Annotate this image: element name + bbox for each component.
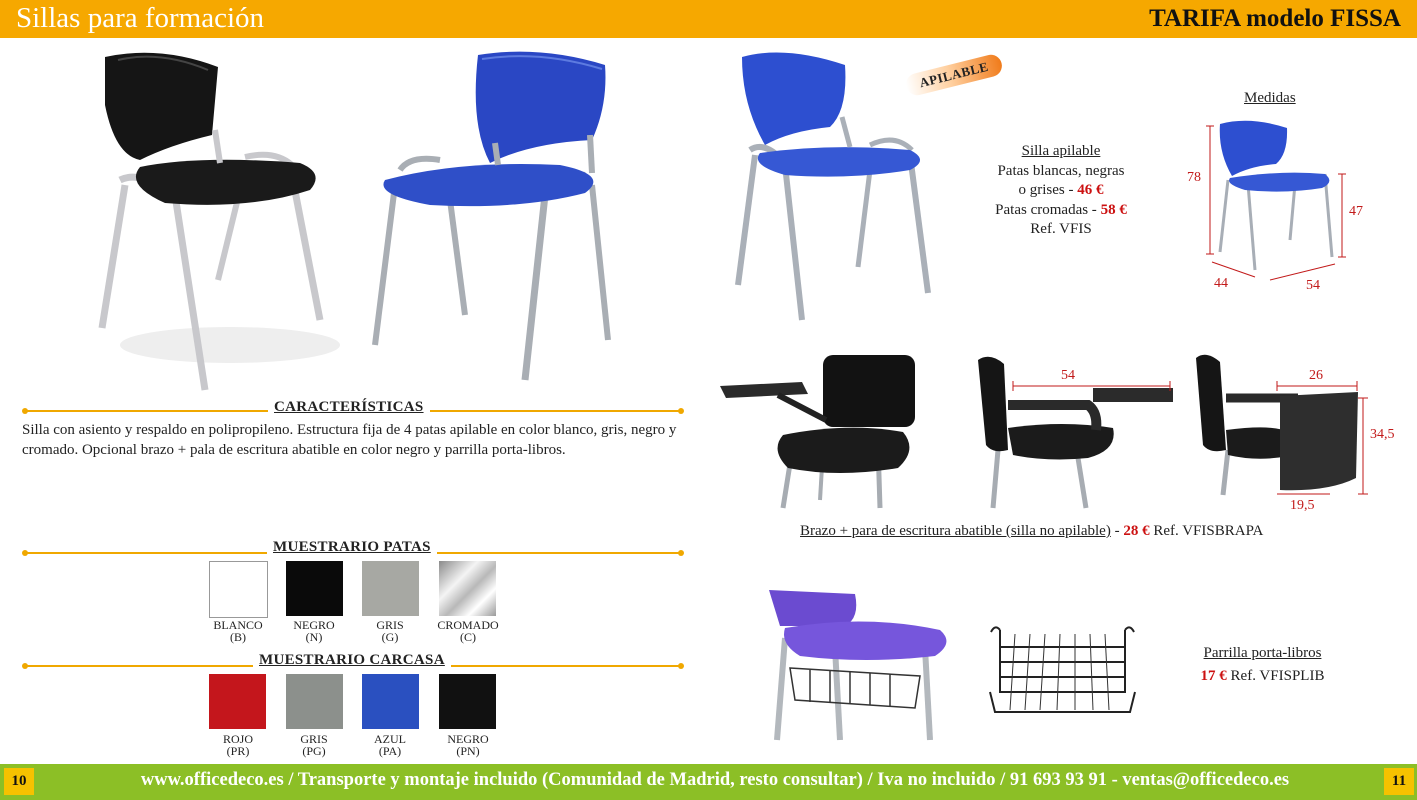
swatch-label: AZUL (PA) (374, 732, 406, 758)
arm-option-label: Brazo + para de escritura abatible (silla no apilable) (800, 523, 1111, 539)
parrilla-title: Parrilla porta-libros (1203, 645, 1322, 661)
swatch-pata-gris (362, 561, 419, 616)
black-chair-image (80, 45, 340, 400)
armchair-front-image (718, 350, 918, 510)
swatch-label: NEGRO (PN) (447, 732, 489, 758)
dim-arm-width: 54 (1061, 368, 1075, 383)
dim-pala-width: 26 (1309, 368, 1323, 383)
carcasa-title: MUESTRARIO CARCASA (253, 652, 451, 669)
dim-depth: 44 (1214, 276, 1228, 291)
stackable-title: Silla apilable (1021, 143, 1101, 159)
swatch-pata-cromado (439, 561, 496, 616)
arm-option-price: 28 € (1123, 523, 1150, 539)
swatch-label: ROJO (PR) (222, 732, 253, 758)
swatch-carcasa-gris (286, 674, 343, 729)
arm-option-ref: Ref. VFISBRAPA (1149, 523, 1264, 539)
basket-image (985, 622, 1140, 720)
swatch-label: BLANCO (B) (213, 618, 263, 644)
parrilla-price: 17 € (1200, 668, 1227, 684)
medidas-title: Medidas (1244, 90, 1296, 106)
page-number-left: 10 (4, 768, 34, 795)
arm-option-text: Brazo + para de escritura abatible (silla no apilable) - 28 € Ref. VFISBRAPA (800, 523, 1264, 539)
features-title: CARACTERÍSTICAS (268, 399, 430, 416)
stackable-line2: o grises - 46 € (1018, 182, 1104, 198)
medidas-diagram (1200, 112, 1370, 292)
dim-height: 78 (1187, 170, 1201, 185)
stackable-info (965, 142, 1157, 240)
page-number-right: 11 (1384, 768, 1414, 795)
dim-width: 54 (1306, 278, 1320, 293)
footer-contact-text: www.officedeco.es / Transporte y montaje incluido (Comunidad de Madrid, resto consultar) / Iva no incluido / 91 693 93 91 - ventas@officedeco.es (140, 770, 1290, 790)
stackable-price-1: 46 € (1077, 182, 1104, 198)
blue-chair-image (370, 45, 620, 390)
stackable-ref: Ref. VFIS (1030, 221, 1092, 237)
patas-title: MUESTRARIO PATAS (267, 539, 437, 556)
tarifa-title: TARIFA modelo FISSA (1149, 5, 1401, 32)
features-text: Silla con asiento y respaldo en polipropileno. Estructura fija de 4 patas apilable en color blanco, gris, negro y cromado. Opcional brazo + pala de escritura abatible en color negro y parrilla porta-libros. (22, 422, 677, 458)
swatch-pata-negro (286, 561, 343, 616)
section-dot (678, 408, 684, 414)
swatch-pata-blanco (209, 561, 268, 618)
swatch-label: NEGRO (N) (293, 618, 335, 644)
swatch-label: GRIS (G) (376, 618, 404, 644)
swatch-label: CROMADO (C) (437, 618, 499, 644)
stackable-price-2: 58 € (1100, 201, 1127, 218)
parrilla-ref: Ref. VFISPLIB (1226, 668, 1325, 684)
page-title: Sillas para formación (16, 2, 265, 34)
swatch-carcasa-azul (362, 674, 419, 729)
apilable-badge-text: APILABLE (917, 58, 990, 91)
section-dot (678, 663, 684, 669)
basket-chair-image (765, 588, 955, 748)
dim-pala-height: 34,5 (1370, 427, 1395, 442)
stackable-line3: Patas cromadas - 58 € (995, 201, 1127, 218)
dim-seat-height: 47 (1349, 204, 1363, 219)
stackable-line1: Patas blancas, negras (997, 162, 1125, 179)
armchair-dimension-lines (1005, 378, 1375, 498)
parrilla-info (1185, 642, 1340, 688)
swatch-carcasa-negro (439, 674, 496, 729)
section-dot (678, 550, 684, 556)
swatch-carcasa-rojo (209, 674, 266, 729)
dim-pala-depth: 19,5 (1290, 498, 1315, 513)
swatch-label: GRIS (PG) (300, 732, 328, 758)
